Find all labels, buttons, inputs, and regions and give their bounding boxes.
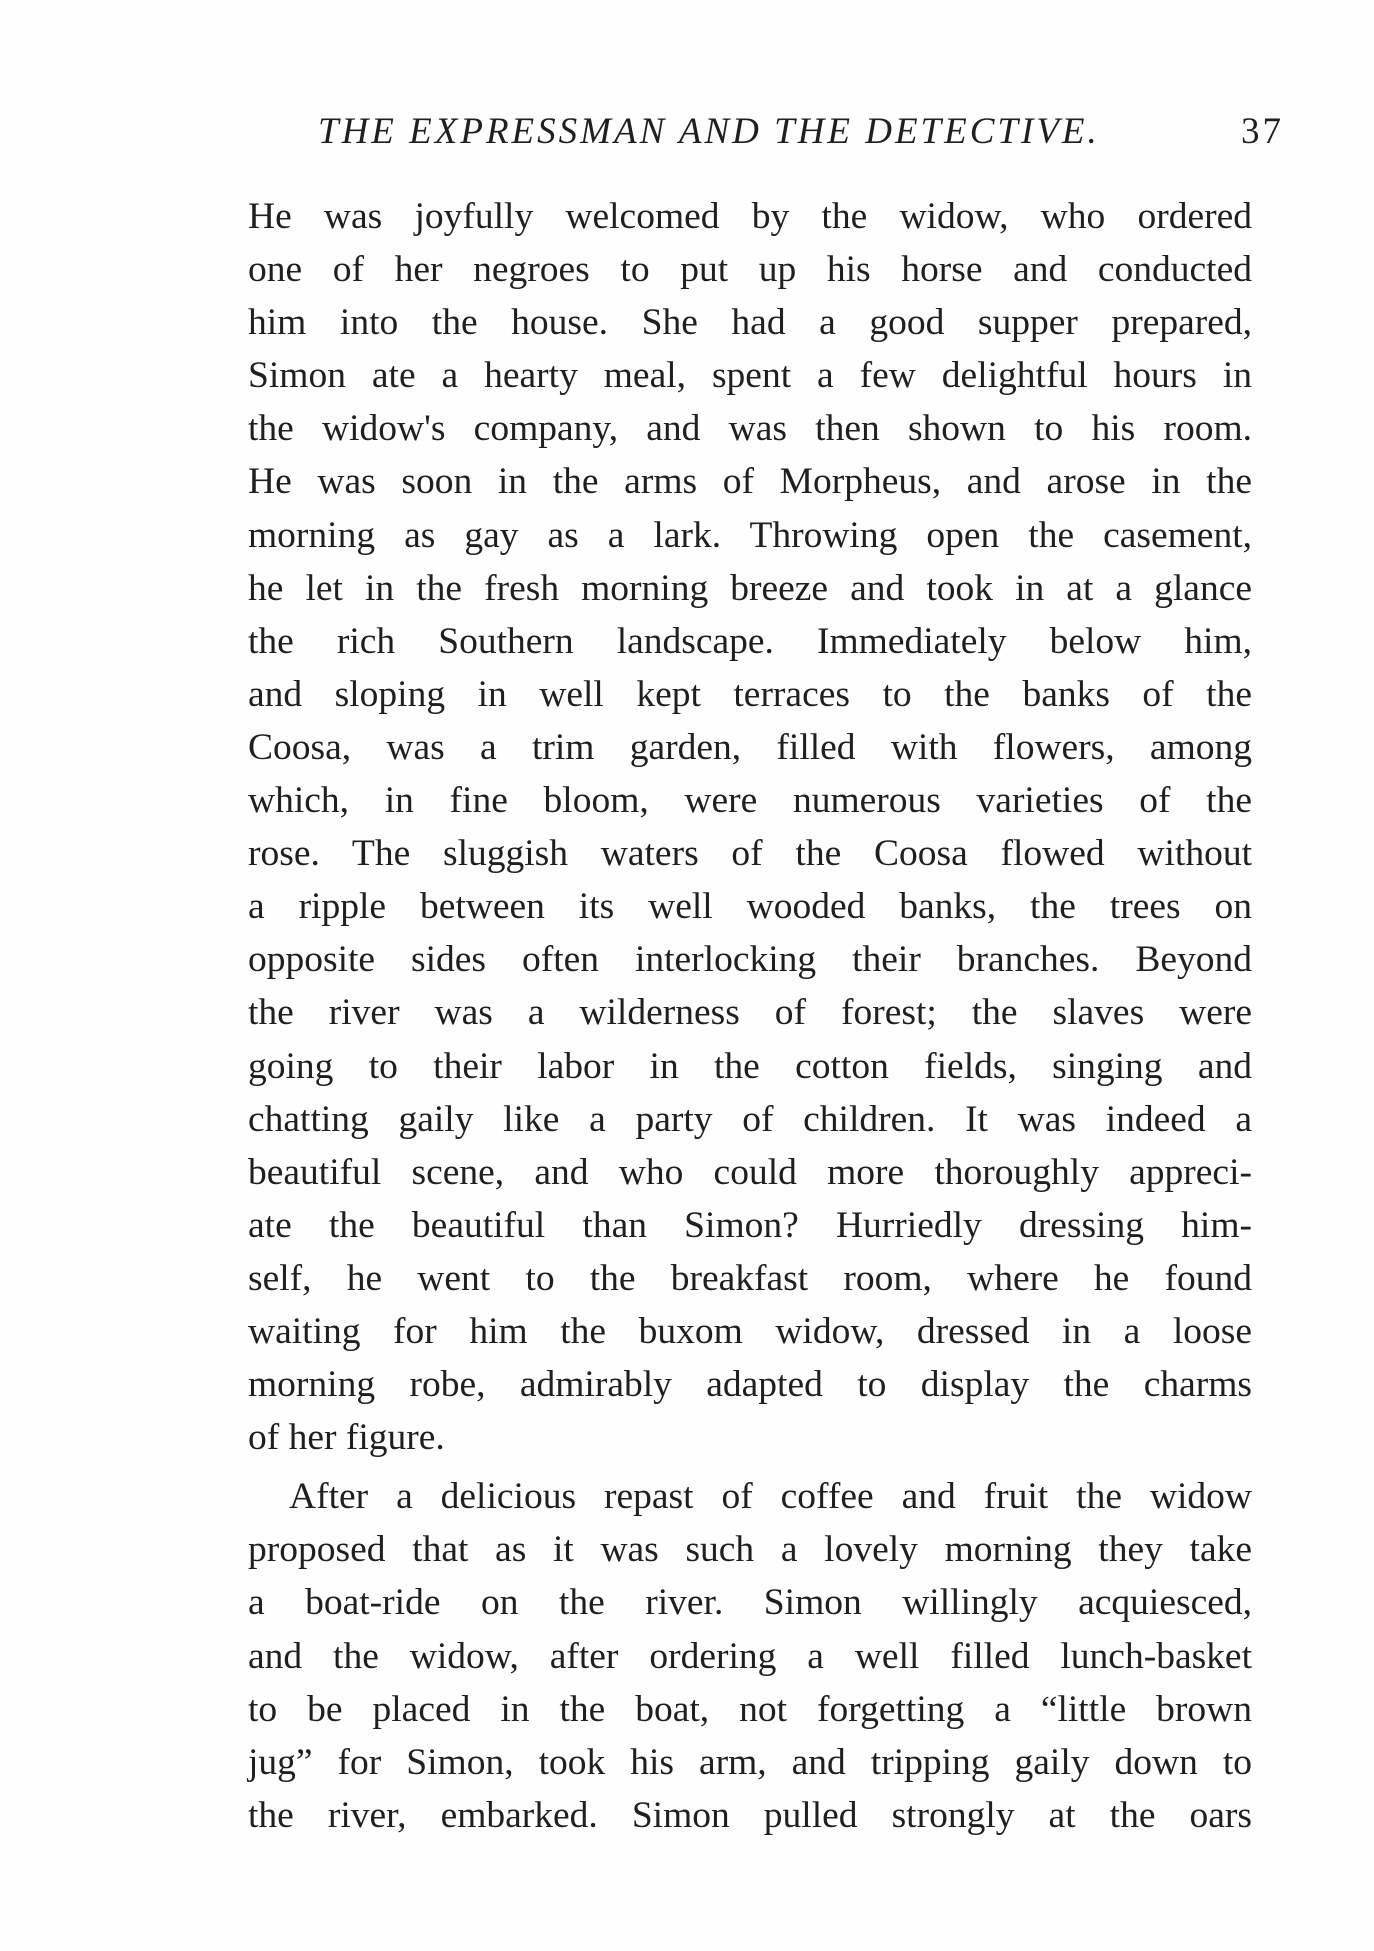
text-line: the river, embarked. Simon pulled strongly at the oars [248, 1794, 1252, 1836]
paragraph-1 [248, 190, 1252, 1464]
text-line: going to their labor in the cotton fields, singing and [248, 1045, 1252, 1087]
text-line: one of her negroes to put up his horse and conducted [248, 249, 1252, 291]
body-text [248, 190, 1252, 1842]
text-line: he let in the fresh morning breeze and took in at a glance [248, 567, 1252, 609]
text-line: the river was a wilderness of forest; the slaves were [248, 992, 1252, 1034]
text-line: opposite sides often interlocking their branches. Beyond [248, 939, 1252, 981]
text-line: of her figure. [248, 1417, 445, 1459]
text-line: to be placed in the boat, not forgetting a “little brown [248, 1688, 1252, 1730]
text-line: morning as gay as a lark. Throwing open the casement, [248, 514, 1252, 556]
paragraph-2 [248, 1470, 1252, 1842]
text-line: beautiful scene, and who could more thoroughly appreci- [248, 1151, 1252, 1193]
text-line: He was joyfully welcomed by the widow, who ordered [248, 196, 1252, 237]
text-line: morning robe, admirably adapted to display the charms [248, 1364, 1252, 1406]
text-line: waiting for him the buxom widow, dressed in a loose [248, 1310, 1252, 1352]
text-line: After a delicious repast of coffee and fruit the widow [289, 1476, 1252, 1518]
text-line: and the widow, after ordering a well filled lunch-basket [248, 1635, 1252, 1677]
text-line: He was soon in the arms of Morpheus, and arose in the [248, 461, 1252, 503]
text-line: Coosa, was a trim garden, filled with flowers, among [248, 726, 1252, 768]
text-line: the rich Southern landscape. Immediately below him, [248, 620, 1252, 662]
text-line: which, in fine bloom, were numerous varieties of the [248, 780, 1252, 822]
text-line: a ripple between its well wooded banks, the trees on [248, 886, 1252, 928]
text-line: Simon ate a hearty meal, spent a few delightful hours in [248, 355, 1252, 397]
text-line: proposed that as it was such a lovely morning they take [248, 1529, 1252, 1571]
text-line: jug” for Simon, took his arm, and tripping gaily down to [248, 1741, 1252, 1783]
page-header [318, 110, 1284, 160]
text-line: chatting gaily like a party of children. It was indeed a [248, 1098, 1252, 1140]
text-line: ate the beautiful than Simon? Hurriedly dressing him- [248, 1204, 1252, 1246]
text-line: a boat-ride on the river. Simon willingly acquiesced, [248, 1582, 1252, 1624]
page-number: 37 [1241, 111, 1284, 152]
text-line: him into the house. She had a good supper prepared, [248, 302, 1252, 344]
text-line: and sloping in well kept terraces to the banks of the [248, 673, 1252, 715]
text-line: the widow's company, and was then shown to his room. [248, 408, 1252, 450]
text-line: self, he went to the breakfast room, where he found [248, 1257, 1252, 1299]
text-line: rose. The sluggish waters of the Coosa flowed without [248, 833, 1252, 875]
running-title: THE EXPRESSMAN AND THE DETECTIVE. [318, 111, 1100, 152]
